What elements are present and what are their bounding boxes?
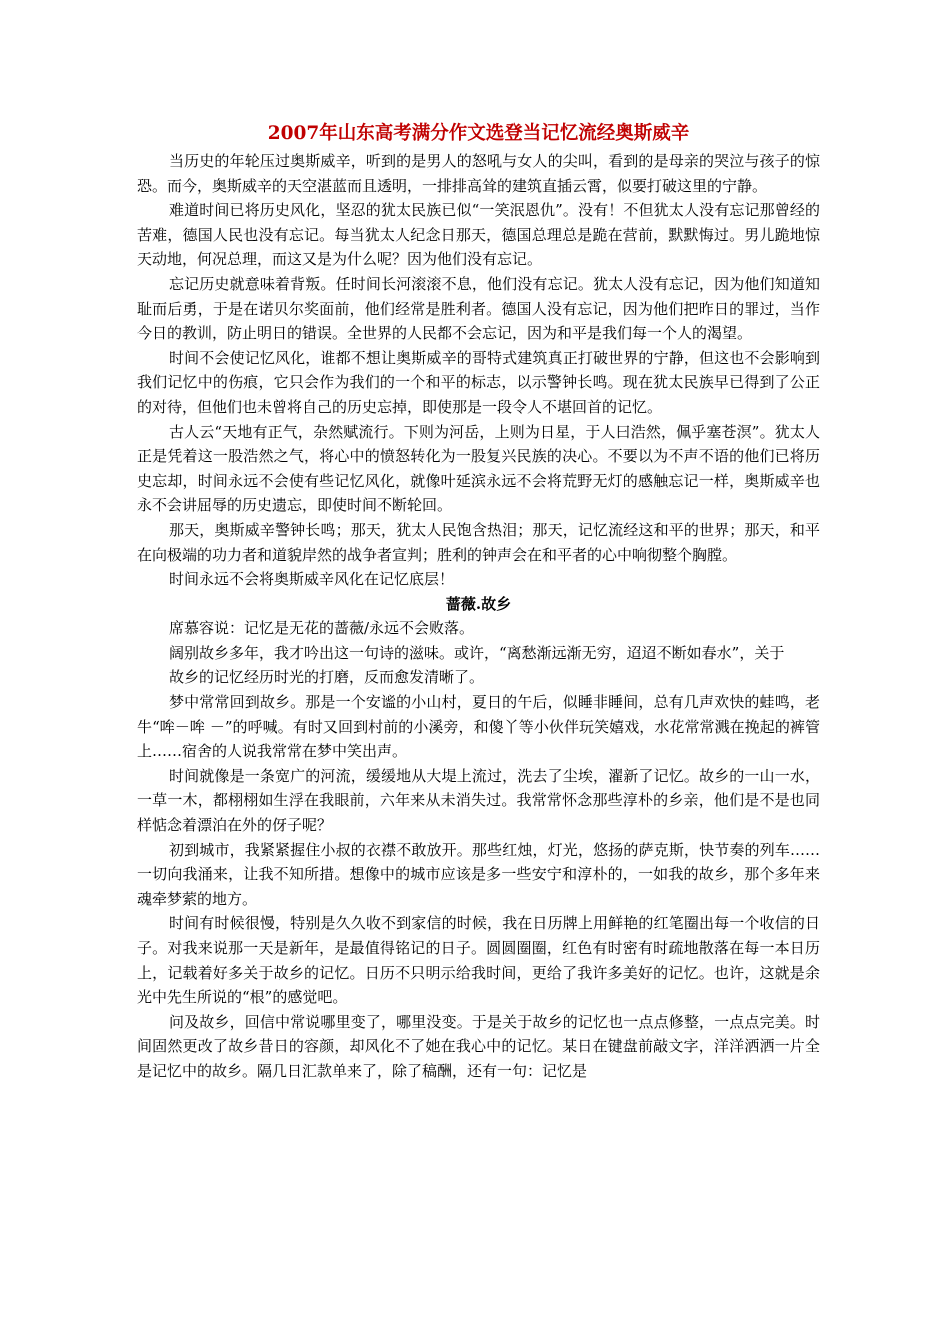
- section-paragraph-2: 阔别故乡多年，我才吟出这一句诗的滋味。或许，“离愁渐远渐无穷，迢迢不断如春水”，关于: [169, 643, 785, 662]
- section-paragraph-6: 初到城市，我紧紧握住小叔的衣襟不敢放开。那些红烛，灯光，悠扬的萨克斯，快节奏的列车……一切向我涌来，让我不知所措。想像中的城市应该是多一些安宁和淳朴的，一如我的故乡，那个多年来魂牵梦萦的地方。: [137, 840, 820, 908]
- essay-paragraph-6: 那天，奥斯威辛警钟长鸣；那天，犹太人民饱含热泪；那天，记忆流经这和平的世界；那天，和平在向极端的功力者和道貌岸然的战争者宣判；胜利的钟声会在和平者的心中响彻整个胸膛。: [137, 520, 820, 564]
- section-paragraph-1: 席慕容说：记忆是无花的蔷薇/永远不会败落。: [169, 619, 475, 638]
- section-paragraph-8: 问及故乡，回信中常说哪里变了，哪里没变。于是关于故乡的记忆也一点点修整，一点点完美。时间固然更改了故乡昔日的容颜，却风化不了她在我心中的记忆。某日在键盘前敲文字，洋洋洒洒一片全是记忆中的故乡。隔几日汇款单来了，除了稿酬，还有一句：记忆是: [137, 1012, 820, 1080]
- essay-paragraph-5: 古人云“天地有正气，杂然赋流行。下则为河岳，上则为日星，于人曰浩然，佩乎塞苍溟”。犹太人正是凭着这一股浩然之气，将心中的愤怒转化为一股复兴民族的决心。不要以为不声不语的他们已将历史忘却，时间永远不会使有些记忆风化，就像叶延滨永远不会将荒野无灯的感触忘记一样，奥斯威辛也永不会讲屈辱的历史遗忘，即使时间不断轮回。: [137, 422, 820, 515]
- section-paragraph-7: 时间有时候很慢，特别是久久收不到家信的时候，我在日历牌上用鲜艳的红笔圈出每一个收信的日子。对我来说那一天是新年，是最值得铭记的日子。圆圆圈圈，红色有时密有时疏地散落在每一本日历上，记载着好多关于故乡的记忆。日历不只明示给我时间，更给了我许多美好的记忆。也许，这就是余光中先生所说的“根”的感觉吧。: [137, 914, 820, 1007]
- essay-paragraph-3: 忘记历史就意味着背叛。任时间长河滚滚不息，他们没有忘记。犹太人没有忘记，因为他们知道知耻而后勇，于是在诺贝尔奖面前，他们经常是胜利者。德国人没有忘记，因为他们把昨日的罪过，当作今日的教训，防止明日的错误。全世界的人民都不会忘记，因为和平是我们每一个人的渴望。: [137, 274, 820, 343]
- section-paragraph-3: 故乡的记忆经历时光的打磨，反而愈发清晰了。: [169, 668, 485, 687]
- essay-title: 2007年山东高考满分作文选登当记忆流经奥斯威辛: [267, 123, 690, 144]
- section-paragraph-4: 梦中常常回到故乡。那是一个安谧的小山村，夏日的午后，似睡非睡间，总有几声欢快的蛙鸣，老牛“哞－哞 －”的呼喊。有时又回到村前的小溪旁，和傻丫等小伙伴玩笑嬉戏，水花常常溅在挽起的裤管上……宿舍的人说我常常在梦中笑出声。: [137, 693, 820, 761]
- section-title: 蔷薇.故乡: [445, 594, 512, 613]
- essay-paragraph-7: 时间永远不会将奥斯威辛风化在记忆底层！: [169, 570, 455, 589]
- section-paragraph-5: 时间就像是一条宽广的河流，缓缓地从大堤上流过，洗去了尘埃，濯新了记忆。故乡的一山一水，一草一木，都栩栩如生浮在我眼前，六年来从未消失过。我常常怀念那些淳朴的乡亲，他们是不是也同样惦念着漂泊在外的伢子呢？: [137, 766, 820, 835]
- essay-paragraph-4: 时间不会使记忆风化，谁都不想让奥斯威辛的哥特式建筑真正打破世界的宁静，但这也不会影响到我们记忆中的伤痕，它只会作为我们的一个和平的标志，以示警钟长鸣。现在犹太民族早已得到了公正的对待，但他们也未曾将自己的历史忘掉，即使那是一段令人不堪回首的记忆。: [137, 348, 820, 416]
- essay-paragraph-1: 当历史的年轮压过奥斯威辛，听到的是男人的怒吼与女人的尖叫，看到的是母亲的哭泣与孩子的惊恐。而今，奥斯威辛的天空湛蓝而且透明，一排排高耸的建筑直插云霄，似要打破这里的宁静。: [137, 152, 820, 195]
- essay-paragraph-2: 难道时间已将历史风化，坚忍的犹太民族已似“一笑泯恩仇”。没有！不但犹太人没有忘记那曾经的苦难，德国人民也没有忘记。每当犹太人纪念日那天，德国总理总是跪在营前，默默悔过。男儿跪地惊天动地，何况总理，而这又是为什么呢？因为他们没有忘记。: [137, 201, 820, 269]
